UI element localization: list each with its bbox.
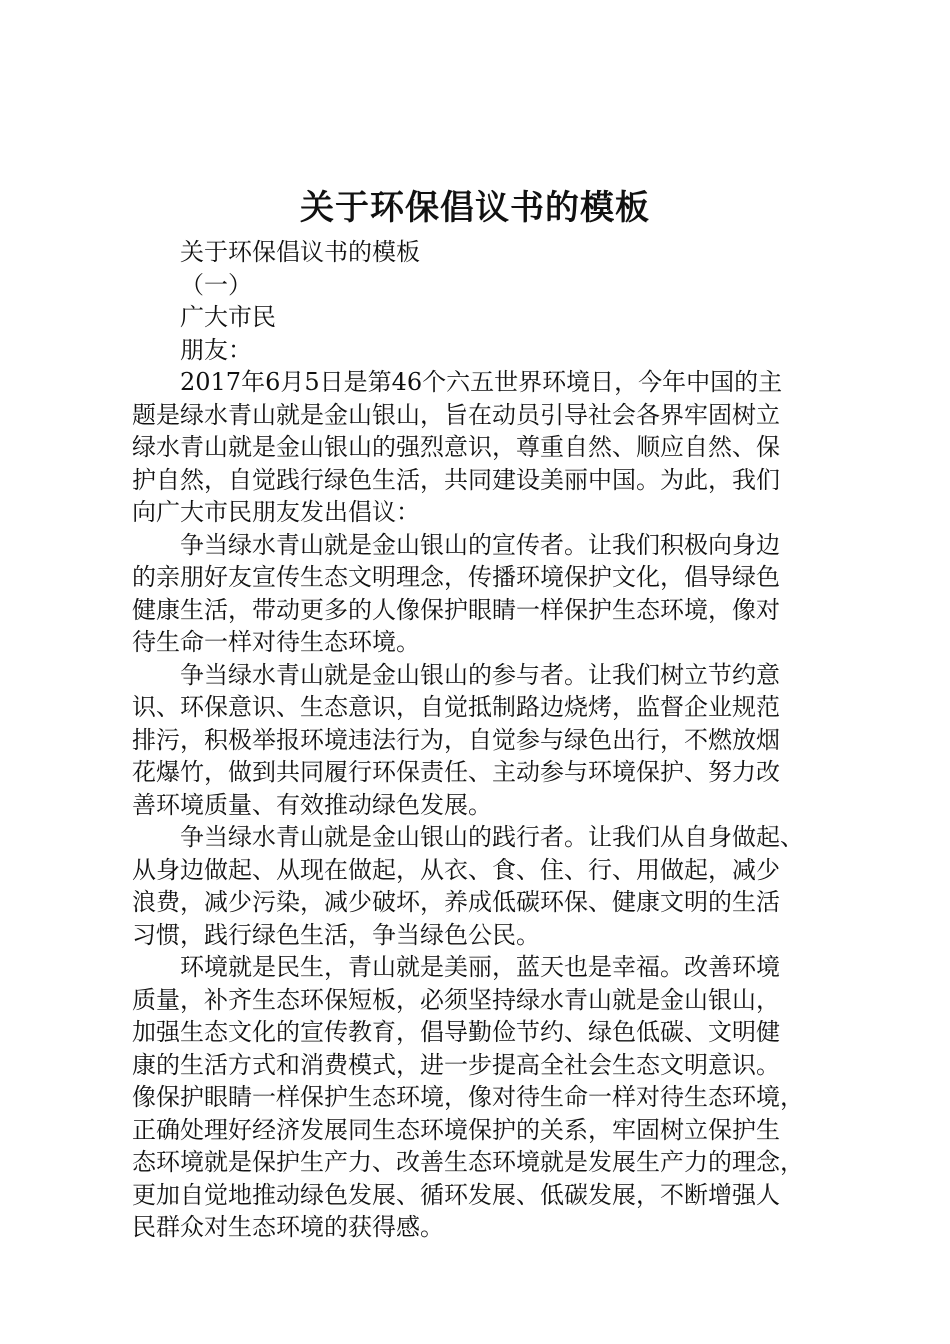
document-body bbox=[132, 236, 832, 1244]
text-line: 善环境质量、有效推动绿色发展。 bbox=[132, 790, 492, 819]
text-line: 民群众对生态环境的获得感。 bbox=[132, 1213, 444, 1241]
text-line: 争当绿水青山就是金山银山的宣传者。让我们积极向身边 bbox=[180, 530, 780, 559]
text-line: 护自然，自觉践行绿色生活，共同建设美丽中国。为此，我们 bbox=[132, 465, 780, 494]
document-title: 关于环保倡议书的模板 bbox=[300, 188, 650, 228]
text-line: 待生命一样对待生态环境。 bbox=[132, 628, 420, 656]
text-line: 争当绿水青山就是金山银山的践行者。让我们从自身做起、 bbox=[180, 823, 804, 851]
text-line: 的亲朋好友宣传生态文明理念，传播环境保护文化，倡导绿色 bbox=[132, 563, 780, 591]
text-line: 排污，积极举报环境违法行为，自觉参与绿色出行，不燃放烟 bbox=[132, 725, 780, 754]
text-line: 争当绿水青山就是金山银山的参与者。让我们树立节约意 bbox=[180, 660, 780, 689]
text-line: 关于环保倡议书的模板 bbox=[180, 238, 420, 266]
text-line: 从身边做起、从现在做起，从衣、食、住、行、用做起，减少 bbox=[132, 855, 780, 884]
text-line: 花爆竹，做到共同履行环保责任、主动参与环境保护、努力改 bbox=[132, 758, 780, 786]
text-line: 2017年6月5日是第46个六五世界环境日，今年中国的主 bbox=[180, 368, 783, 396]
text-line: 健康生活，带动更多的人像保护眼睛一样保护生态环境，像对 bbox=[132, 595, 780, 624]
text-line: 朋友： bbox=[180, 335, 252, 364]
text-line: 向广大市民朋友发出倡议： bbox=[132, 498, 420, 526]
text-line: 绿水青山就是金山银山的强烈意识，尊重自然、顺应自然、保 bbox=[132, 433, 780, 461]
text-line: 题是绿水青山就是金山银山，旨在动员引导社会各界牢固树立 bbox=[132, 400, 780, 429]
text-line: 识、环保意识、生态意识，自觉抵制路边烧烤，监督企业规范 bbox=[132, 693, 780, 721]
text-line: （一） bbox=[180, 270, 252, 299]
text-line: 像保护眼睛一样保护生态环境，像对待生命一样对待生态环境， bbox=[132, 1083, 804, 1111]
text-line: 更加自觉地推动绿色发展、循环发展、低碳发展，不断增强人 bbox=[132, 1180, 780, 1209]
text-line: 态环境就是保护生产力、改善生态环境就是发展生产力的理念， bbox=[132, 1148, 804, 1176]
text-line: 习惯，践行绿色生活，争当绿色公民。 bbox=[132, 920, 540, 949]
text-line: 浪费，减少污染，减少破坏，养成低碳环保、健康文明的生活 bbox=[132, 888, 780, 916]
text-line: 质量，补齐生态环保短板，必须坚持绿水青山就是金山银山， bbox=[132, 985, 780, 1014]
text-line: 广大市民 bbox=[180, 303, 276, 331]
text-line: 环境就是民生，青山就是美丽，蓝天也是幸福。改善环境 bbox=[180, 953, 780, 981]
text-line: 加强生态文化的宣传教育，倡导勤俭节约、绿色低碳、文明健 bbox=[132, 1018, 780, 1046]
text-line: 正确处理好经济发展同生态环境保护的关系，牢固树立保护生 bbox=[132, 1115, 780, 1144]
text-line: 康的生活方式和消费模式，进一步提高全社会生态文明意识。 bbox=[132, 1050, 780, 1079]
